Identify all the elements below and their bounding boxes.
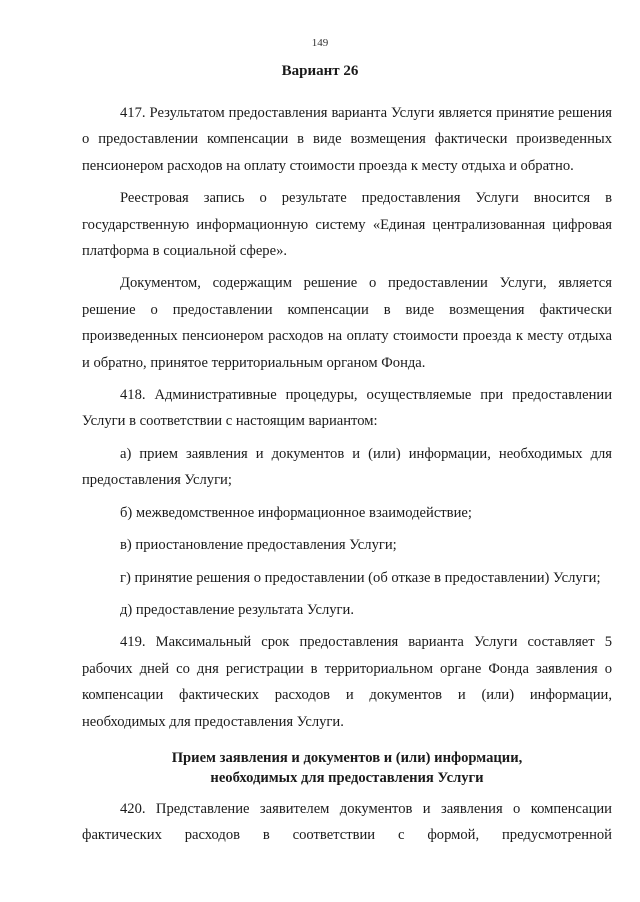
section-heading-line-1: Прием заявления и документов и (или) информации,	[171, 750, 523, 766]
variant-title: Вариант 26	[281, 63, 359, 79]
section-heading	[82, 748, 612, 788]
list-item-g: г) принятие решения о предоставлении (об отказе в предоставлении) Услуги;	[120, 569, 601, 586]
paragraph-registry-record: Реестровая запись о результате предоставления Услуги вносится в государственную информационную систему «Единая централизованная цифровая платформа в социальной сфере».	[82, 190, 612, 260]
paragraph-420: 420. Представление заявителем документов и заявления о компенсации фактических расходов в соответствии с формой, предусмотренной	[82, 801, 612, 844]
page-number: 149	[311, 37, 329, 49]
document-body	[82, 100, 612, 741]
list-item-d: д) предоставление результата Услуги.	[120, 601, 354, 618]
paragraph-419: 419. Максимальный срок предоставления варианта Услуги составляет 5 рабочих дней со дня регистрации в территориальном органе Фонда заявления о компенсации фактических расходов и документов и (или) информации, необходимых для предоставления Услуги.	[82, 634, 612, 730]
list-item-v: в) приостановление предоставления Услуги;	[120, 537, 397, 554]
document-body-continued	[82, 796, 612, 849]
list-item-b: б) межведомственное информационное взаимодействие;	[120, 504, 472, 521]
paragraph-417: 417. Результатом предоставления варианта Услуги является принятие решения о предоставлении компенсации в виде возмещения фактически произведенных пенсионером расходов на оплату стоимости проезда к месту отдыха и обратно.	[82, 105, 612, 174]
list-item-a: а) прием заявления и документов и (или) информации, необходимых для предоставления Услуги;	[82, 445, 612, 489]
section-heading-line-2: необходимых для предоставления Услуги	[210, 770, 484, 786]
paragraph-decision-document: Документом, содержащим решение о предоставлении Услуги, является решение о предоставлении компенсации в виде возмещения фактически произведенных пенсионером расходов на оплату стоимости проезда к месту отдыха и обратно, принятое территориальным органом Фонда.	[82, 275, 612, 371]
paragraph-418: 418. Административные процедуры, осуществляемые при предоставлении Услуги в соответствии с настоящим вариантом:	[82, 387, 612, 430]
